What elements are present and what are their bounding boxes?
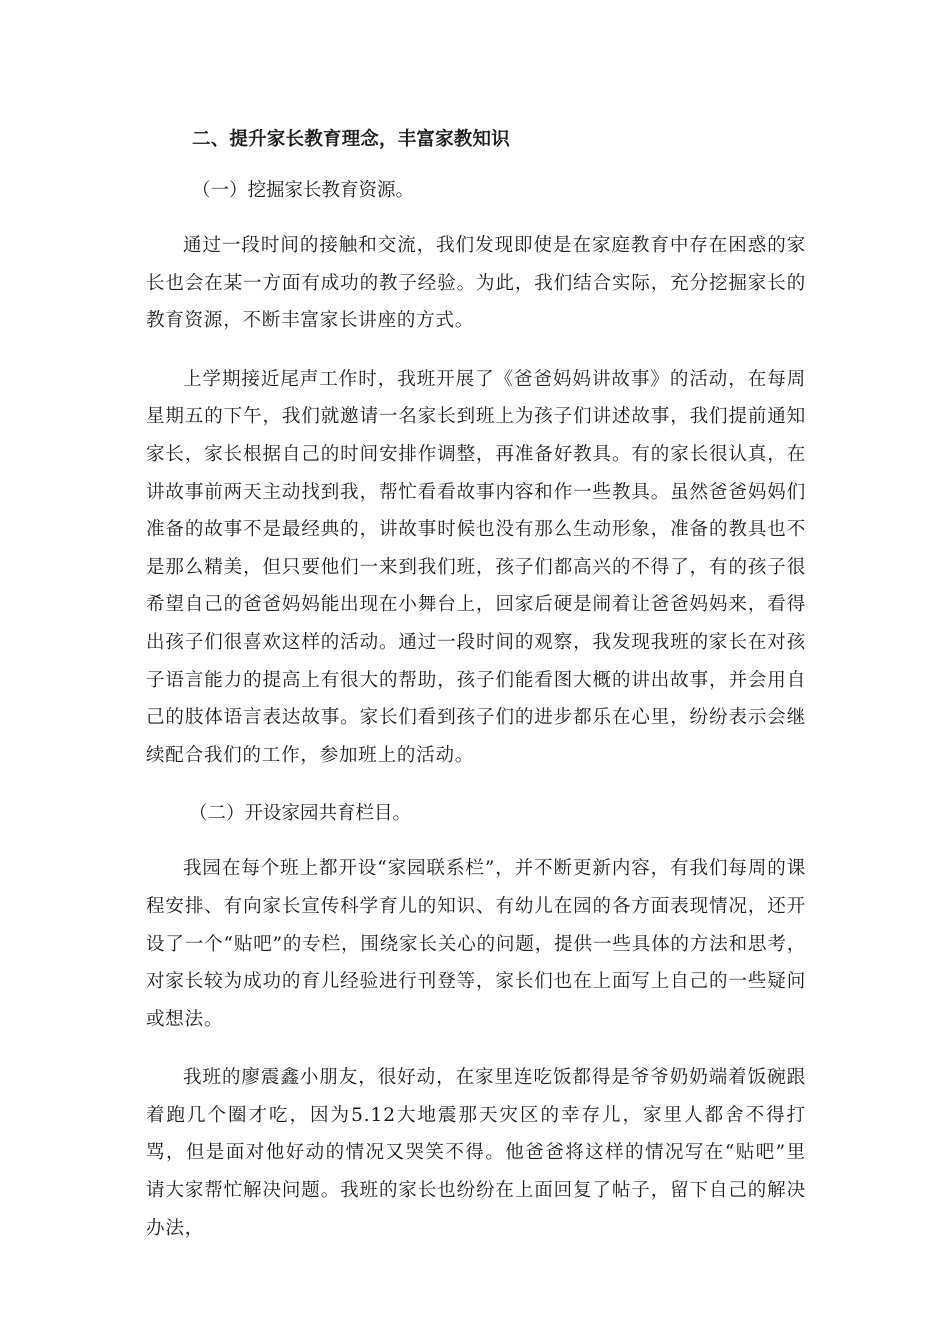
paragraph-1: 通过一段时间的接触和交流，我们发现即使是在家庭教育中存在困惑的家长也会在某一方面有成功的教子经验。为此，我们结合实际，充分挖掘家长的教育资源，不断丰富家长讲座的方式。 <box>146 235 806 332</box>
paragraph-3: 我园在每个班上都开设“家园联系栏”，并不断更新内容，有我们每周的课程安排、有向家长宣传科学育儿的知识、有幼儿在园的各方面表现情况，还开设了一个“贴吧”的专栏，围绕家长关心的问题，提供一些具体的方法和思考，对家长较为成功的育儿经验进行刊登等，家长们也在上面写上自己的一些疑问或想法。 <box>146 858 806 1030</box>
paragraph-2: 上学期接近尾声工作时，我班开展了《爸爸妈妈讲故事》的活动，在每周星期五的下午，我们就邀请一名家长到班上为孩子们讲述故事，我们提前通知家长，家长根据自己的时间安排作调整，再准备好教具。有的家长很认真，在讲故事前两天主动找到我，帮忙看看故事内容和作一些教具。虽然爸爸妈妈们准备的故事不是最经典的，讲故事时候也没有那么生动形象，准备的教具也不是那么精美，但只要他们一来到我们班，孩子们都高兴的不得了，有的孩子很希望自己的爸爸妈妈能出现在小舞台上，回家后硬是闹着让爸爸妈妈来，看得出孩子们很喜欢这样的活动。通过一段时间的观察，我发现我班的家长在对孩子语言能力的提高上有很大的帮助，孩子们能看图大概的讲出故事，并会用自己的肢体语言表达故事。家长们看到孩子们的进步都乐在心里，纷纷表示会继续配合我们的工作，参加班上的活动。 <box>146 368 806 766</box>
section-heading: 二、提升家长教育理念，丰富家教知识 <box>192 129 510 150</box>
subsection-heading-2: （二）开设家园共育栏目。 <box>189 803 412 825</box>
paragraph-4: 我班的廖震鑫小朋友，很好动，在家里连吃饭都得是爷爷奶奶端着饭碗跟着跑几个圈才吃，因为5.12大地震那天灾区的幸存儿，家里人都舍不得打骂，但是面对他好动的情况又哭笑不得。他爸爸将这样的情况写在“贴吧”里请大家帮忙解决问题。我班的家长也纷纷在上面回复了帖子，留下自己的解决办法， <box>146 1067 806 1239</box>
document-body <box>146 121 806 1268</box>
subsection-heading-1: （一）挖掘家长教育资源。 <box>192 180 415 201</box>
